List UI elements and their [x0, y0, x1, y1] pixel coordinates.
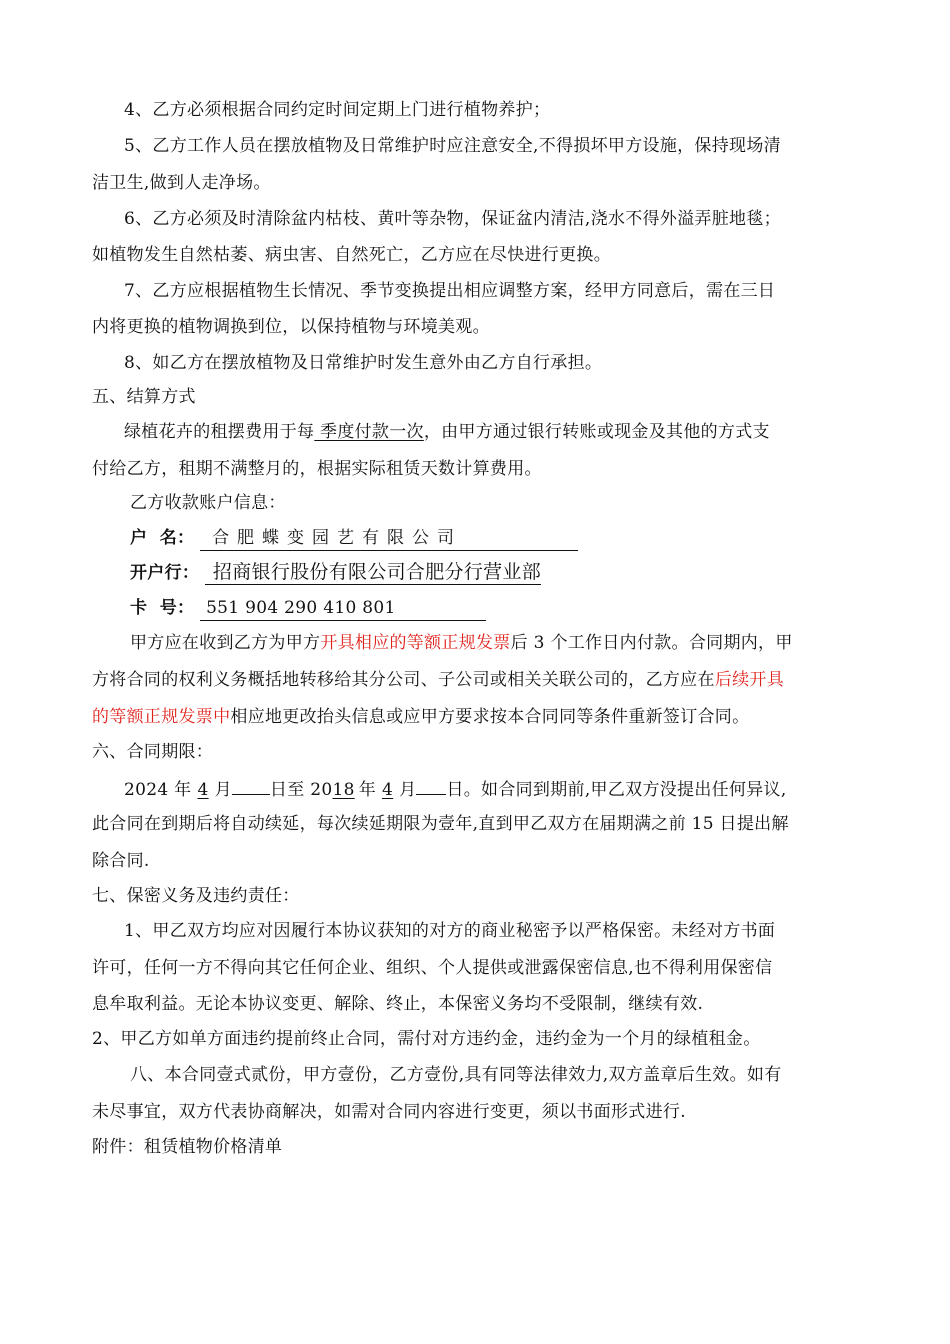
section-5-para-2-line-3 — [92, 706, 872, 728]
start-month: 4 — [197, 780, 209, 800]
card-label: 卡 号： — [130, 598, 195, 618]
end-year: 18 — [332, 780, 355, 800]
section-6-heading: 六、合同期限： — [92, 742, 214, 762]
card-row — [130, 597, 910, 621]
section-8-line-1: 八、本合同壹式贰份，甲方壹份，乙方壹份,具有同等法律效力,双方盖章后生效。如有 — [130, 1065, 782, 1085]
clause-7-line-1: 7、乙方应根据植物生长情况、季节变换提出相应调整方案，经甲方同意后，需在三日 — [124, 281, 776, 301]
invoice-highlight-1: 开具相应的等额正规发票 — [320, 633, 511, 653]
payment-text-b: ，由甲方通过银行转账或现金及其他的方式支 — [423, 422, 770, 442]
term-line-2: 此合同在到期后将自动续延，每次续延期限为壹年,直到甲乙双方在届期满之前 15 日提出解 — [92, 814, 789, 834]
account-name-label: 户 名： — [130, 528, 195, 548]
clause-4: 4、乙方必须根据合同约定时间定期上门进行植物养护； — [124, 100, 551, 120]
section-5-para-2-line-1 — [130, 632, 910, 654]
bank-row — [130, 561, 910, 585]
invoice-highlight-3: 的等额正规发票中 — [92, 707, 231, 727]
account-name-value — [200, 527, 578, 551]
clause-6-line-2: 如植物发生自然枯萎、病虫害、自然死亡，乙方应在尽快进行更换。 — [92, 245, 611, 265]
transfer-text: 方将合同的权利义务概括地转移给其分公司、子公司或相关关联公司的，乙方应在 — [92, 670, 715, 690]
section-5-para-2-line-2 — [92, 669, 872, 691]
start-year: 2024 年 — [124, 780, 192, 800]
card-number: 551 904 290 410 801 — [200, 597, 486, 621]
term-line-1 — [124, 776, 904, 801]
account-info-title: 乙方收款账户信息： — [130, 493, 286, 513]
end-day-blank — [416, 776, 446, 795]
account-name-row — [130, 527, 910, 551]
clause-5-line-2: 洁卫生,做到人走净场。 — [92, 173, 271, 193]
confidentiality-line-2: 许可，任何一方不得向其它任何企业、组织、个人提供或泄露保密信息,也不得利用保密信 — [92, 958, 773, 978]
breach-clause: 2、甲乙方如单方面违约提前终止合同，需付对方违约金，违约金为一个月的绿植租金。 — [92, 1029, 761, 1049]
section-8-line-2: 未尽事宜，双方代表协商解决，如需对合同内容进行变更，须以书面形式进行. — [92, 1102, 686, 1122]
bank-value: 招商银行股份有限公司合肥分行营业部 — [205, 561, 541, 585]
start-month-label: 月 — [214, 780, 232, 800]
term-line-3: 除合同. — [92, 851, 150, 871]
section-5-heading: 五、结算方式 — [92, 387, 196, 407]
end-month-label: 月 — [399, 780, 417, 800]
term-end-text: 日。如合同到期前,甲乙双方没提出任何异议, — [446, 780, 787, 800]
attachment-note: 附件：租赁植物价格清单 — [92, 1137, 283, 1157]
invoice-highlight-2: 后续开具 — [714, 670, 785, 690]
confidentiality-line-1: 1、甲乙双方均应对因履行本协议获知的对方的商业秘密予以严格保密。未经对方书面 — [124, 921, 776, 941]
clause-8: 8、如乙方在摆放植物及日常维护时发生意外由乙方自行承担。 — [124, 353, 603, 373]
payment-text-a: 绿植花卉的租摆费用于每 — [124, 422, 315, 442]
start-day-blank — [232, 776, 270, 795]
invoice-text-a: 甲方应在收到乙方为甲方 — [130, 633, 321, 653]
header-change-text: 相应地更改抬头信息或应甲方要求按本合同同等条件重新签订合同。 — [230, 707, 750, 727]
clause-6-line-1: 6、乙方必须及时清除盆内枯枝、黄叶等杂物，保证盆内清洁,浇水不得外溢弄脏地毯； — [124, 209, 781, 229]
confidentiality-line-3: 息牟取利益。无论本协议变更、解除、终止，本保密义务均不受限制，继续有效. — [92, 994, 704, 1014]
section-7-heading: 七、保密义务及违约责任： — [92, 886, 300, 906]
section-5-para-1-line-2: 付给乙方，租期不满整月的，根据实际租赁天数计算费用。 — [92, 459, 542, 479]
payment-period: 季度付款一次 — [314, 422, 424, 442]
bank-label: 开户行： — [130, 563, 200, 583]
clause-7-line-2: 内将更换的植物调换到位，以保持植物与环境美观。 — [92, 317, 490, 337]
year-label: 年 — [358, 780, 376, 800]
end-month: 4 — [382, 780, 394, 800]
clause-5-line-1: 5、乙方工作人员在摆放植物及日常维护时应注意安全,不得损坏甲方设施，保持现场清 — [124, 136, 781, 156]
account-name-text: 合肥蝶变园艺有限公司 — [212, 528, 463, 548]
to-label: 日至 20 — [269, 780, 333, 800]
invoice-text-b: 后 3 个工作日内付款。合同期内，甲 — [510, 633, 793, 653]
section-5-para-1-line-1 — [124, 421, 904, 443]
